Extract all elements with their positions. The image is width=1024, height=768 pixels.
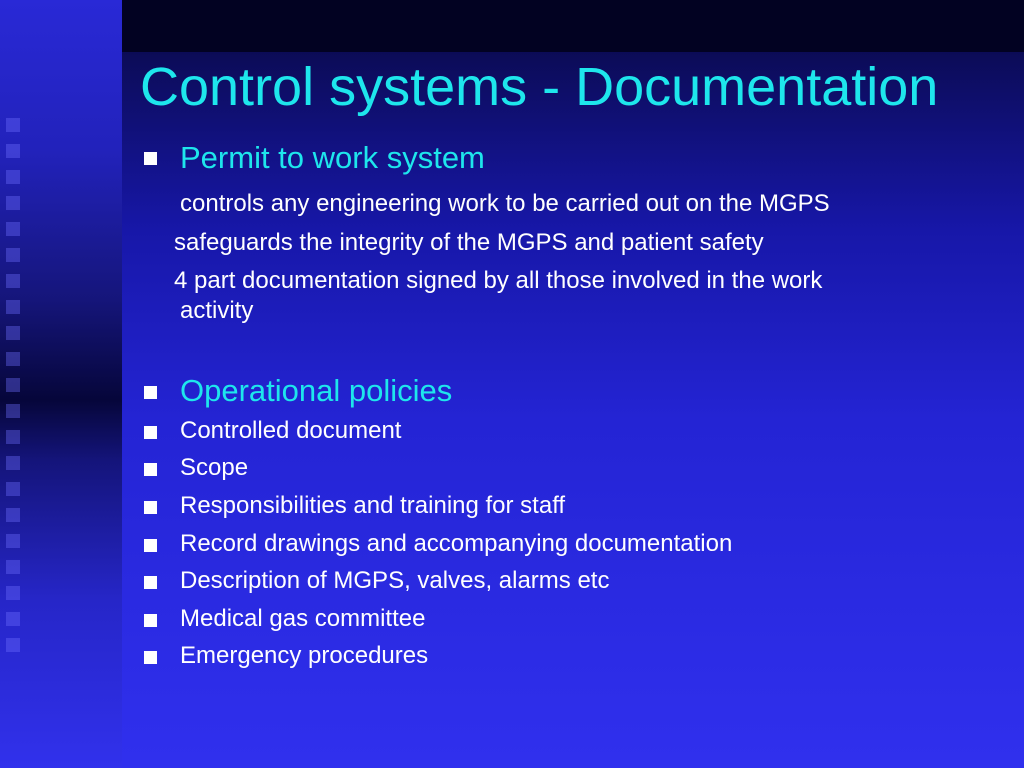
decor-square — [6, 352, 20, 366]
bullet-icon — [144, 152, 157, 165]
list-item: Description of MGPS, valves, alarms etc — [180, 567, 610, 594]
bullet-icon — [144, 614, 157, 627]
decor-square — [6, 326, 20, 340]
decor-square — [6, 300, 20, 314]
decor-square — [6, 378, 20, 392]
decor-square — [6, 170, 20, 184]
slide-title: Control systems - Documentation — [140, 57, 939, 117]
decor-square — [6, 456, 20, 470]
bullet-icon — [144, 386, 157, 399]
decor-square — [6, 482, 20, 496]
list-item: Medical gas committee — [180, 605, 426, 632]
permit-detail-line: controls any engineering work to be carried out on the MGPS — [180, 190, 830, 217]
decor-square — [6, 248, 20, 262]
decor-square — [6, 560, 20, 574]
decor-square — [6, 612, 20, 626]
decor-square — [6, 508, 20, 522]
bullet-icon — [144, 651, 157, 664]
permit-detail-line: safeguards the integrity of the MGPS and patient safety — [174, 229, 764, 256]
list-item: Record drawings and accompanying documentation — [180, 530, 733, 557]
section-heading-operational-policies: Operational policies — [180, 373, 453, 408]
decor-square — [6, 274, 20, 288]
bullet-icon — [144, 539, 157, 552]
top-band — [122, 0, 1024, 52]
decor-square — [6, 534, 20, 548]
list-item: Controlled document — [180, 417, 402, 444]
decor-square — [6, 144, 20, 158]
decor-square — [6, 638, 20, 652]
decorative-squares — [6, 118, 26, 658]
permit-detail-line: activity — [180, 297, 254, 324]
list-item: Emergency procedures — [180, 642, 429, 669]
bullet-icon — [144, 576, 157, 589]
list-item: Responsibilities and training for staff — [180, 492, 566, 519]
decor-square — [6, 404, 20, 418]
decor-square — [6, 222, 20, 236]
decor-square — [6, 430, 20, 444]
decor-square — [6, 196, 20, 210]
section-heading-permit: Permit to work system — [180, 140, 485, 175]
bullet-icon — [144, 463, 157, 476]
bullet-icon — [144, 501, 157, 514]
decor-square — [6, 586, 20, 600]
list-item: Scope — [180, 454, 249, 481]
bullet-icon — [144, 426, 157, 439]
left-decorative-strip — [0, 0, 122, 768]
decor-square — [6, 118, 20, 132]
permit-detail-line: 4 part documentation signed by all those involved in the work — [174, 267, 823, 294]
